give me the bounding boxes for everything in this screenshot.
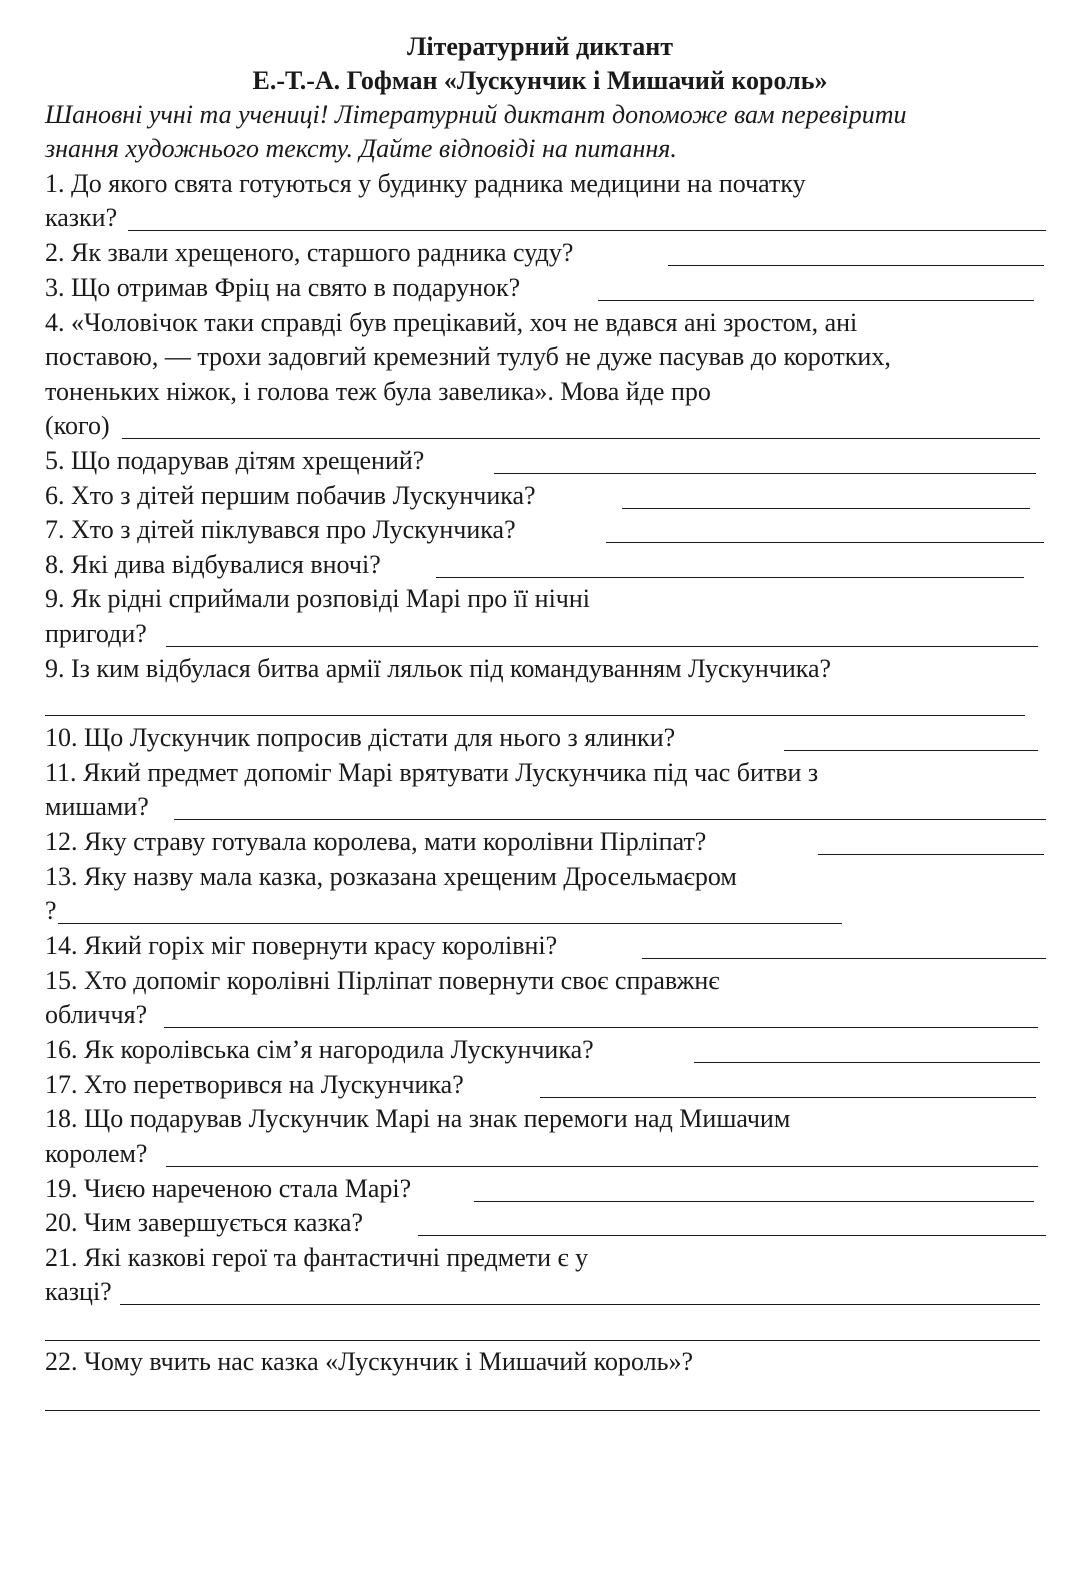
question-text: 9. Із ким відбулася битва армії ляльок під командуванням Лускунчика?	[45, 654, 832, 683]
question-text: 17. Хто перетворився на Лускунчика?	[45, 1070, 464, 1099]
answer-line[interactable]	[418, 1235, 1046, 1236]
question-text: 21. Які казкові герої та фантастичні предмети є у	[45, 1243, 589, 1272]
answer-line[interactable]	[598, 300, 1034, 301]
answer-line[interactable]	[606, 542, 1044, 543]
question-text: 22. Чому вчить нас казка «Лускунчик і Мишачий король»?	[45, 1347, 694, 1376]
answer-line[interactable]	[166, 646, 1038, 647]
question-text: 12. Яку страву готувала королева, мати королівни Пірліпат?	[45, 827, 707, 856]
worksheet-title: Літературний диктант	[407, 32, 673, 61]
answer-line[interactable]	[164, 1027, 1038, 1028]
question-text: 13. Яку назву мала казка, розказана хрещеним Дросельмаєром	[45, 862, 737, 891]
question-text: ?	[45, 896, 57, 925]
answer-line[interactable]	[818, 854, 1044, 855]
question-text: пригоди?	[45, 619, 147, 648]
answer-line[interactable]	[694, 1062, 1040, 1063]
answer-line[interactable]	[784, 750, 1038, 751]
question-text: 9. Як рідні сприймали розповіді Марі про її нічні	[45, 584, 591, 613]
question-text: 14. Який горіх міг повернути красу королівні?	[45, 931, 558, 960]
answer-line[interactable]	[494, 473, 1036, 474]
answer-line[interactable]	[45, 715, 1025, 716]
answer-line[interactable]	[120, 1304, 1040, 1305]
question-text: 7. Хто з дітей піклувався про Лускунчика?	[45, 515, 516, 544]
question-text: 3. Що отримав Фріц на свято в подарунок?	[45, 273, 521, 302]
question-text: мишами?	[45, 792, 149, 821]
answer-line[interactable]	[45, 1410, 1040, 1411]
question-text: 2. Як звали хрещеного, старшого радника суду?	[45, 238, 574, 267]
question-text: казки?	[45, 203, 118, 232]
intro-line: Шановні учні та учениці! Літературний диктант допоможе вам перевірити	[45, 100, 907, 129]
answer-line[interactable]	[668, 265, 1044, 266]
question-text: 20. Чим завершується казка?	[45, 1208, 364, 1237]
question-text: обличчя?	[45, 1000, 148, 1029]
question-text: 19. Чиєю нареченою стала Марі?	[45, 1174, 412, 1203]
answer-line[interactable]	[166, 1166, 1038, 1167]
question-text: 6. Хто з дітей першим побачив Лускунчика?	[45, 481, 536, 510]
answer-line[interactable]	[642, 958, 1046, 959]
question-text: 5. Що подарував дітям хрещений?	[45, 446, 425, 475]
answer-line[interactable]	[436, 577, 1024, 578]
answer-line[interactable]	[474, 1201, 1034, 1202]
answer-line[interactable]	[540, 1097, 1036, 1098]
answer-line[interactable]	[174, 819, 1046, 820]
question-text: 11. Який предмет допоміг Марі врятувати Лускунчика під час битви з	[45, 758, 819, 787]
answer-line[interactable]	[58, 923, 842, 924]
question-text: 16. Як королівська сім’я нагородила Лускунчика?	[45, 1035, 594, 1064]
question-text: 18. Що подарував Лускунчик Марі на знак перемоги над Мишачим	[45, 1104, 791, 1133]
intro-line: знання художнього тексту. Дайте відповіді на питання.	[45, 134, 677, 163]
question-text: казці?	[45, 1277, 112, 1306]
question-text: 15. Хто допоміг королівні Пірліпат повернути своє справжнє	[45, 966, 720, 995]
answer-line[interactable]	[45, 1340, 1040, 1341]
question-text: 8. Які дива відбувалися вночі?	[45, 550, 381, 579]
question-text: поставою, — трохи задовгий кремезний тулуб не дуже пасував до коротких,	[45, 342, 891, 371]
answer-line[interactable]	[128, 230, 1046, 231]
question-text: королем?	[45, 1139, 148, 1168]
answer-line[interactable]	[622, 508, 1030, 509]
question-text: тоненьких ніжок, і голова теж була завелика». Мова йде про	[45, 377, 711, 406]
question-text: (кого)	[45, 411, 110, 440]
question-text: 4. «Чоловічок таки справді був прецікавий, хоч не вдався ані зростом, ані	[45, 308, 858, 337]
question-text: 10. Що Лускунчик попросив дістати для нього з ялинки?	[45, 723, 676, 752]
answer-line[interactable]	[122, 438, 1040, 439]
question-text: 1. До якого свята готуються у будинку радника медицини на початку	[45, 169, 806, 198]
worksheet-subtitle: Е.-Т.-А. Гофман «Лускунчик і Мишачий король»	[252, 66, 828, 95]
